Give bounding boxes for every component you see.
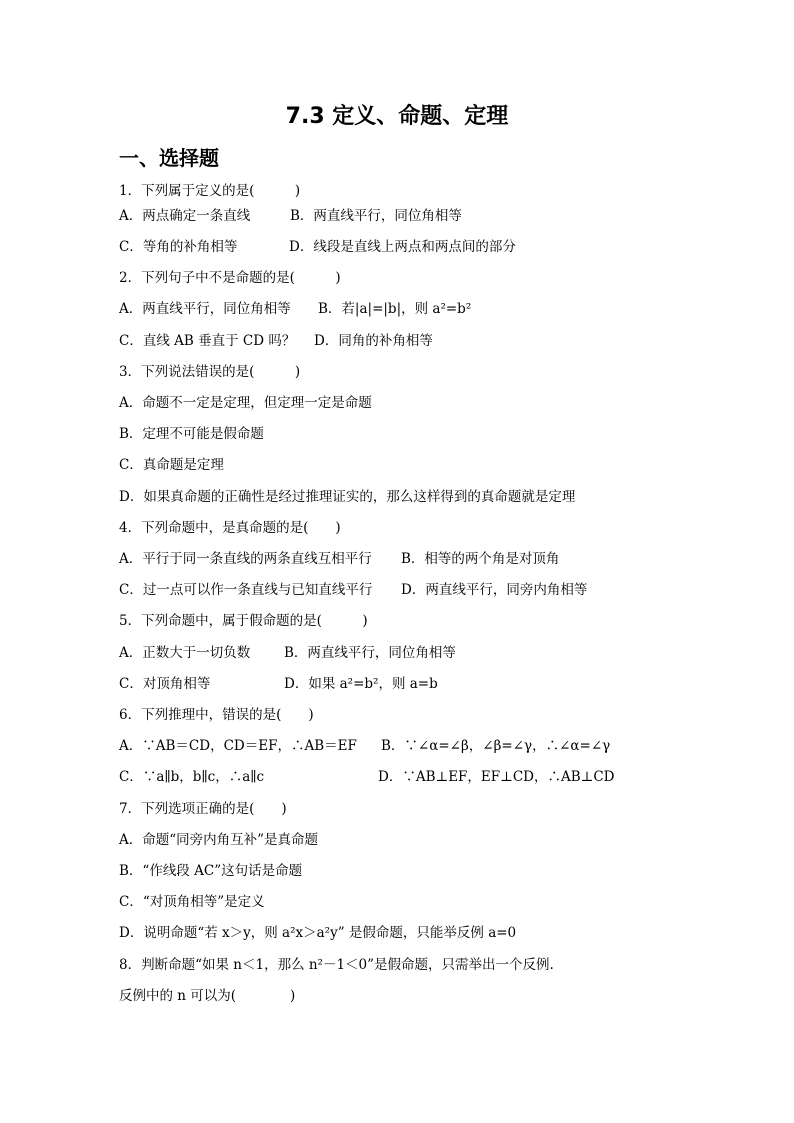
question-1-option-b: B．两直线平行，同位角相等 — [290, 208, 462, 224]
question-2-option-d: D．同角的补角相等 — [314, 333, 433, 349]
question-5-option-b: B．两直线平行，同位角相等 — [284, 645, 456, 661]
question-1-option-a: A．两点确定一条直线 — [119, 208, 251, 224]
question-4-option-d: D．两直线平行，同旁内角相等 — [401, 582, 588, 598]
question-3-option-c: C．真命题是定理 — [119, 457, 224, 473]
question-1-stem: 1．下列属于定义的是( ) — [119, 183, 301, 199]
question-7-option-a: A．命题“同旁内角互补”是真命题 — [119, 832, 319, 848]
question-6-option-a: A．∵AB＝CD，CD＝EF，∴AB＝EF — [119, 738, 357, 754]
question-4-stem: 4．下列命题中，是真命题的是( ) — [119, 520, 341, 536]
question-3-option-d: D．如果真命题的正确性是经过推理证实的，那么这样得到的真命题就是定理 — [119, 489, 576, 505]
question-5-option-a: A．正数大于一切负数 — [119, 645, 251, 661]
question-1-option-d: D．线段是直线上两点和两点间的部分 — [289, 239, 516, 255]
question-7-stem: 7．下列选项正确的是( ) — [119, 801, 287, 817]
page-title: 7.3 定义、命题、定理 — [285, 104, 509, 129]
question-3-option-b: B．定理不可能是假命题 — [119, 426, 264, 442]
question-5-option-d: D．如果 a²=b²，则 a=b — [284, 676, 438, 692]
question-8-stem: 8．判断命题“如果 n＜1，那么 n²－1＜0”是假命题，只需举出一个反例. — [119, 957, 554, 973]
question-2-stem: 2．下列句子中不是命题的是( ) — [119, 270, 341, 286]
question-3-option-a: A．命题不一定是定理，但定理一定是命题 — [119, 395, 372, 411]
question-7-option-c: C．“对顶角相等”是定义 — [119, 894, 265, 910]
question-5-option-c: C．对顶角相等 — [119, 676, 211, 692]
question-6-option-c: C．∵a∥b，b∥c，∴a∥c — [119, 769, 265, 785]
question-3-stem: 3．下列说法错误的是( ) — [119, 364, 301, 380]
question-6-option-d: D．∵AB⊥EF，EF⊥CD，∴AB⊥CD — [378, 769, 615, 785]
question-4-option-c: C．过一点可以作一条直线与已知直线平行 — [119, 582, 373, 598]
question-5-stem: 5．下列命题中，属于假命题的是( ) — [119, 613, 368, 629]
question-2-option-a: A．两直线平行，同位角相等 — [119, 301, 291, 317]
question-1-option-c: C．等角的补角相等 — [119, 239, 238, 255]
question-7-option-b: B．“作线段 AC”这句话是命题 — [119, 863, 303, 879]
question-4-option-b: B．相等的两个角是对顶角 — [401, 551, 560, 567]
question-2-option-b: B．若|a|=|b|，则 a²=b² — [318, 301, 472, 317]
question-8-stem-continued: 反例中的 n 可以为( ) — [119, 988, 296, 1004]
question-6-option-b: B．∵∠α=∠β，∠β=∠γ，∴∠α=∠γ — [381, 738, 611, 754]
section-heading: 一、选择题 — [119, 146, 219, 170]
question-4-option-a: A．平行于同一条直线的两条直线互相平行 — [119, 551, 372, 567]
question-7-option-d: D．说明命题“若 x＞y，则 a²x＞a²y” 是假命题，只能举反例 a=0 — [119, 925, 517, 941]
question-2-option-c: C．直线 AB 垂直于 CD 吗？ — [119, 333, 296, 349]
question-6-stem: 6．下列推理中，错误的是( ) — [119, 707, 314, 723]
